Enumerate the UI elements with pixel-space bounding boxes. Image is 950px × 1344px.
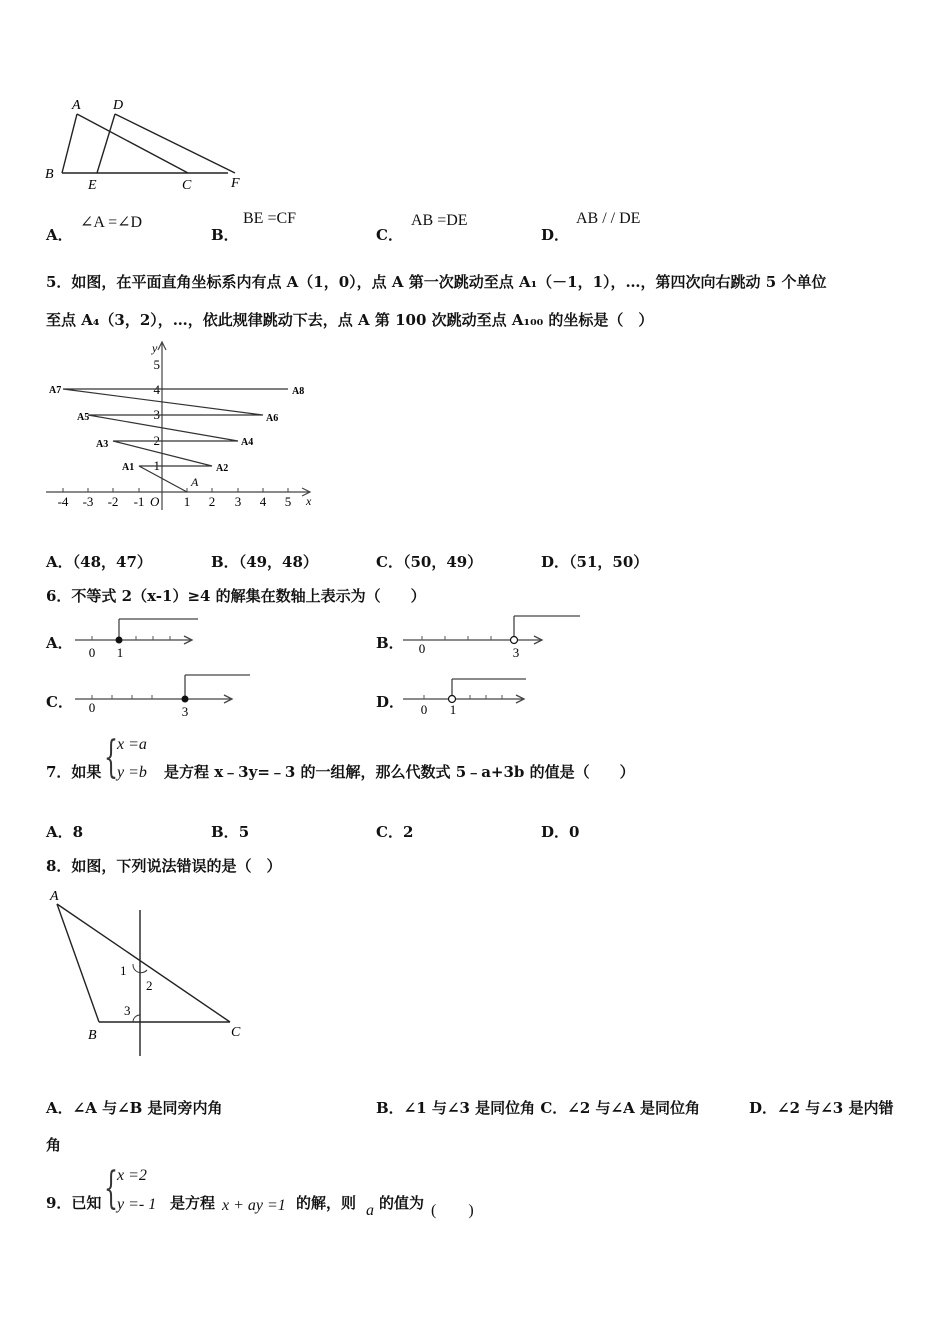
q9-number: 9．已知: [46, 1194, 102, 1212]
q7-eq1: x =a: [117, 736, 147, 753]
y-axis-label: y: [152, 341, 158, 355]
option-label: B．: [211, 823, 239, 841]
q7-option-a[interactable]: [46, 821, 83, 842]
option-text: （51，50）: [569, 553, 649, 571]
q7-number: 7．如果: [46, 763, 102, 781]
segment-ac: [57, 904, 230, 1022]
q9-stem-3: 的值为: [379, 1194, 425, 1212]
option-label: D．: [541, 553, 570, 571]
q5-option-d[interactable]: [541, 551, 648, 572]
q9-brace: {: [104, 1163, 118, 1214]
q4-option-d[interactable]: [541, 224, 569, 245]
q7-option-b[interactable]: [211, 821, 249, 842]
q4-option-a[interactable]: [46, 224, 73, 245]
point-a5: A5: [77, 412, 90, 423]
q6-option-d[interactable]: D．: [376, 693, 405, 711]
mark-label: 3: [512, 645, 520, 660]
segment-ab: [57, 904, 99, 1022]
origin-label: O: [150, 494, 160, 509]
label-a: A: [50, 889, 59, 904]
q6-option-a[interactable]: A．: [46, 634, 73, 652]
point-labels: [49, 385, 304, 489]
option-label: C．: [376, 823, 403, 841]
option-label: B．: [211, 226, 239, 244]
zero-label: 0: [418, 641, 426, 656]
zero-label: 0: [420, 702, 428, 717]
option-label: A．: [46, 553, 73, 571]
q5-option-c[interactable]: [376, 551, 482, 572]
point-a8: A8: [292, 386, 305, 397]
q6-option-c-numberline: [72, 670, 262, 722]
x-tick: 2: [208, 494, 216, 509]
q9-stem-1: 是方程: [170, 1194, 216, 1212]
q9-eq2: y =- 1: [117, 1196, 157, 1213]
point-a6: A6: [266, 413, 279, 424]
option-text: （48，47）: [72, 553, 152, 571]
q8-option-bc[interactable]: B．∠1 与∠3 是同位角 C．∠2 与∠A 是同位角: [376, 1099, 700, 1117]
q9-eq1: x =2: [117, 1167, 147, 1184]
q7-brace: {: [104, 732, 118, 783]
x-tick: -4: [57, 494, 69, 509]
angle-label-1: 1: [120, 963, 127, 978]
q9-stem-2: 的解，则: [296, 1194, 357, 1212]
q4-option-c[interactable]: [376, 224, 403, 245]
option-text: 2: [402, 823, 414, 841]
segment-de: [97, 114, 115, 173]
q5-graph: [44, 338, 324, 518]
q9-var: a: [366, 1202, 374, 1219]
q5-stem-line2: 至点 A₄（3，2），…，依此规律跳动下去，点 A 第 100 次跳动至点 A₁₀₀ 的坐标是（ ）: [46, 311, 654, 329]
q4-option-d-math: AB / / DE: [576, 210, 641, 227]
x-axis-label: x: [306, 494, 312, 508]
point-a2: A2: [216, 463, 229, 474]
hollow-dot: [511, 637, 518, 644]
q4-figure: [40, 92, 260, 202]
q8-option-d[interactable]: D．∠2 与∠3 是内错: [749, 1099, 894, 1117]
option-label: B．: [211, 553, 239, 571]
solid-dot: [182, 696, 189, 703]
point-a4: A4: [241, 437, 254, 448]
q6-option-b[interactable]: B．: [376, 634, 404, 652]
q4-option-c-math: AB =DE: [411, 212, 468, 229]
q7-option-c[interactable]: [376, 821, 413, 842]
q6-option-c[interactable]: C．: [46, 693, 73, 711]
q9-expr: x + ay =1: [222, 1197, 286, 1214]
x-tick: 4: [259, 494, 267, 509]
label-b: B: [88, 1028, 97, 1043]
y-tick: 2: [153, 433, 160, 448]
mark-label: 1: [116, 645, 124, 660]
option-text: （50，49）: [402, 553, 483, 571]
angle-mark-3: [133, 1015, 140, 1022]
q5-option-a[interactable]: [46, 551, 152, 572]
solid-dot: [116, 637, 123, 644]
y-tick: 4: [153, 382, 160, 397]
zero-label: 0: [88, 645, 96, 660]
label-d: D: [113, 98, 124, 113]
point-a3: A3: [96, 439, 109, 450]
angle-label-3: 3: [124, 1003, 131, 1018]
x-ticks: [58, 494, 292, 509]
mark-label: 3: [181, 704, 189, 719]
label-a: A: [72, 98, 81, 113]
zero-label: 0: [88, 700, 96, 715]
q7-stem: 是方程 x﹣3y=﹣3 的一组解，那么代数式 5﹣a+3b 的值是（ ）: [164, 763, 635, 781]
q8-option-a[interactable]: A．∠A 与∠B 是同旁内角: [46, 1099, 223, 1117]
q8-figure: [40, 884, 255, 1064]
point-a: A: [191, 475, 199, 489]
x-tick: 1: [183, 494, 191, 509]
x-tick: 5: [284, 494, 292, 509]
q6-option-b-numberline: [400, 608, 590, 662]
q6-option-d-numberline: [400, 672, 540, 722]
q7-eq2: y =b: [117, 764, 147, 781]
mark-label: 1: [449, 702, 457, 717]
q4-option-b-math: BE =CF: [243, 210, 297, 227]
segment-ab: [62, 114, 77, 173]
option-text: 0: [569, 823, 580, 841]
q7-option-d[interactable]: [541, 821, 579, 842]
q5-option-b[interactable]: [211, 551, 318, 572]
q4-option-a-math: ∠A =∠D: [80, 214, 143, 231]
y-tick: 1: [153, 458, 160, 473]
label-c: C: [182, 178, 192, 193]
q8-option-d-wrap: 角: [46, 1136, 62, 1154]
label-e: E: [88, 178, 97, 193]
x-tick: 3: [234, 494, 242, 509]
q4-option-b[interactable]: [211, 224, 239, 245]
x-tick: -3: [82, 494, 94, 509]
q8-stem: 8．如图，下列说法错误的是（ ）: [46, 857, 282, 875]
x-tick: -2: [107, 494, 119, 509]
option-text: 5: [238, 823, 250, 841]
q6-stem: 6．不等式 2（x-1）≥4 的解集在数轴上表示为（ ）: [46, 587, 426, 605]
label-c: C: [231, 1025, 241, 1040]
option-text: （49，48）: [238, 553, 318, 571]
angle-label-2: 2: [146, 978, 153, 993]
q6-option-a-numberline: [72, 612, 202, 662]
option-label: C．: [376, 553, 403, 571]
point-a1: A1: [122, 462, 135, 473]
option-label: C．: [376, 226, 403, 244]
option-label: D．: [541, 226, 570, 244]
y-tick: 5: [153, 357, 160, 372]
x-tick: -1: [133, 494, 145, 509]
option-label: D．: [541, 823, 570, 841]
q5-stem-line1: 5．如图，在平面直角坐标系内有点 A（1，0），点 A 第一次跳动至点 A₁（－1，1），…，第四次向右跳动 5 个单位: [46, 273, 827, 291]
point-a7: A7: [49, 385, 62, 396]
option-label: A．: [46, 226, 73, 244]
option-label: A．: [46, 823, 73, 841]
option-text: 8: [72, 823, 84, 841]
label-b: B: [45, 167, 54, 182]
q9-paren: ( ): [431, 1202, 474, 1219]
y-tick: 3: [153, 407, 160, 422]
label-f: F: [231, 176, 240, 191]
